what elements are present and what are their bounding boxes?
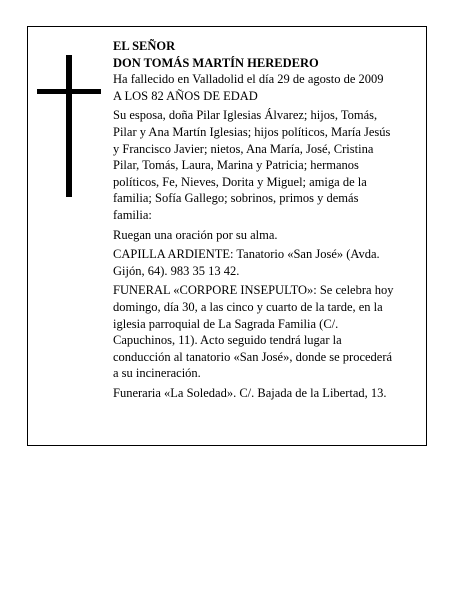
deceased-name: DON TOMÁS MARTÍN HEREDERO bbox=[113, 55, 319, 70]
family-paragraph bbox=[113, 107, 425, 223]
chapel-line: Gijón, 64). 983 35 13 42. bbox=[113, 263, 240, 278]
funeral-line: Capuchinos, 11). Acto seguido tendrá lugar la bbox=[113, 333, 342, 348]
chapel-line: CAPILLA ARDIENTE: Tanatorio «San José» (Avda. bbox=[113, 247, 380, 262]
funeral-line: FUNERAL «CORPORE INSEPULTO»: Se celebra hoy bbox=[113, 283, 394, 298]
family-line: políticos, Fe, Nieves, Dorita y Miguel; amiga de la bbox=[113, 174, 367, 189]
funeral-paragraph bbox=[113, 282, 425, 382]
funeral-line: a su incineración. bbox=[113, 366, 201, 381]
cross-icon bbox=[37, 55, 101, 197]
funeral-line: domingo, día 30, a las cinco y cuarto de la tarde, en la bbox=[113, 299, 383, 314]
family-line: Pilar, Tomás, Laura, Marina y Patricia; hermanos bbox=[113, 158, 359, 173]
age-statement: A LOS 82 AÑOS DE EDAD bbox=[113, 88, 258, 103]
deceased-title: EL SEÑOR bbox=[113, 39, 176, 53]
family-line: Su esposa, doña Pilar Iglesias Álvarez; hijos, Tomás, bbox=[113, 108, 378, 123]
family-line: Pilar y Ana Martín Iglesias; hijos políticos, María Jesús bbox=[113, 124, 391, 139]
cross-vertical-bar bbox=[66, 55, 72, 197]
family-line: familia: bbox=[113, 207, 152, 222]
funeral-line: iglesia parroquial de La Sagrada Familia (C/. bbox=[113, 316, 339, 331]
prayer-request: Ruegan una oración por su alma. bbox=[113, 227, 278, 242]
family-line: familia; Sofía Gallego; sobrinos, primos y demás bbox=[113, 191, 359, 206]
chapel-paragraph bbox=[113, 246, 425, 279]
funeral-home: Funeraria «La Soledad». C/. Bajada de la Libertad, 13. bbox=[113, 385, 387, 400]
death-statement: Ha fallecido en Valladolid el día 29 de agosto de 2009 bbox=[113, 72, 384, 87]
cross-horizontal-bar bbox=[37, 89, 101, 94]
obituary-text bbox=[113, 38, 425, 401]
funeral-line: conducción al tanatorio «San José», donde se procederá bbox=[113, 349, 393, 364]
family-line: y Francisco Javier; nietos, Ana María, José, Cristina bbox=[113, 141, 374, 156]
